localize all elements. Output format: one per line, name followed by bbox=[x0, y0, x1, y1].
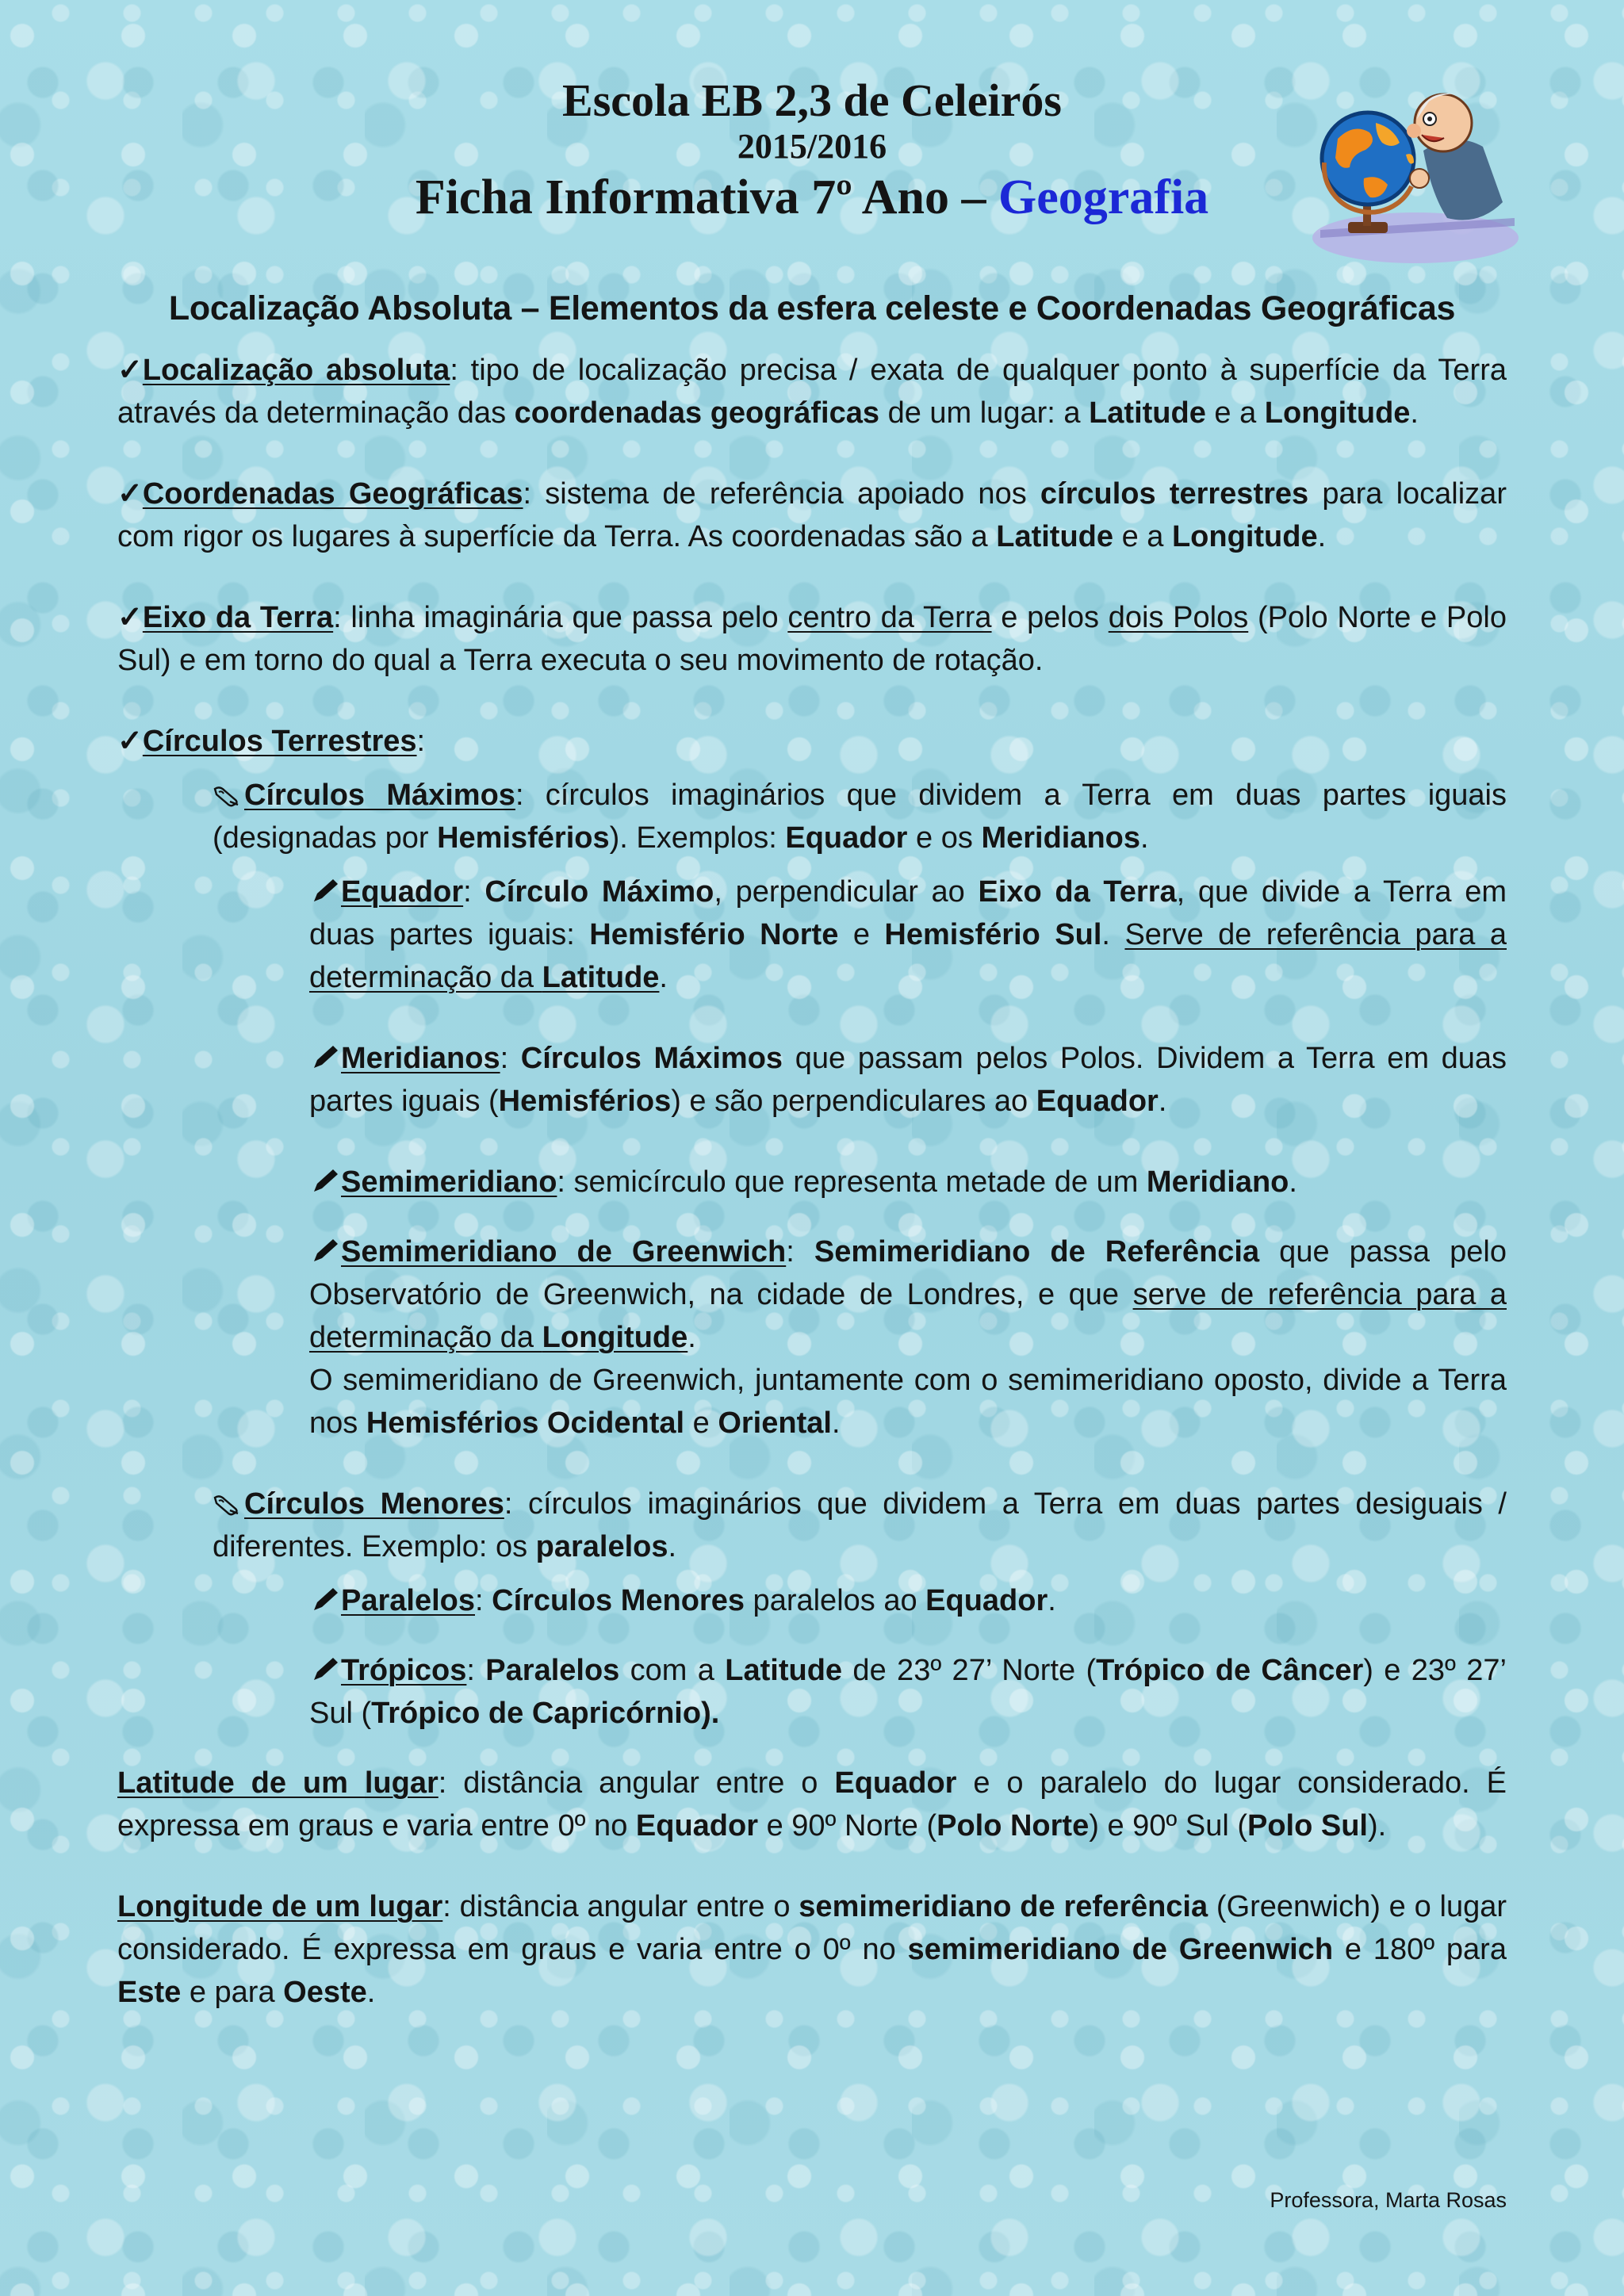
term-semimeridiano: Semimeridiano bbox=[341, 1165, 557, 1199]
writing-hand-icon bbox=[213, 1491, 244, 1517]
paragraph-circulos-terrestres: ✓Círculos Terrestres: bbox=[117, 720, 1507, 763]
pen-icon bbox=[309, 1238, 341, 1265]
term-semimeridiano-greenwich: Semimeridiano de Greenwich bbox=[341, 1235, 787, 1269]
man-with-globe-illustration bbox=[1289, 75, 1519, 274]
paragraph-longitude: Longitude de um lugar: distância angular entre o semimeridiano de referência (Greenwich) e o lugar considerado. É expressa em graus e varia entre o 0º no semimeridiano de Greenwich e 180º para Este e para Oeste. bbox=[117, 1890, 1507, 2009]
subject-name: Geografia bbox=[998, 170, 1209, 224]
term-paralelos: Paralelos bbox=[341, 1584, 475, 1617]
term-meridianos: Meridianos bbox=[341, 1042, 500, 1075]
pen-icon bbox=[309, 1656, 341, 1683]
paragraph-circulos-menores: Círculos Menores: círculos imaginários que dividem a Terra em duas partes desiguais / diferentes. Exemplo: os paralelos. bbox=[213, 1487, 1507, 1563]
pen-icon bbox=[309, 1044, 341, 1071]
school-year: 2015/2016 bbox=[737, 126, 887, 166]
writing-hand-icon bbox=[213, 783, 244, 808]
paragraph-localizacao-absoluta: ✓Localização absoluta: tipo de localização precisa / exata de qualquer ponto à superfície da Terra através da determinação das coordenadas geográficas de um lugar: a Latitude e a Longitude. bbox=[117, 349, 1507, 434]
worksheet-prefix: Ficha Informativa 7º Ano – bbox=[415, 170, 999, 224]
paragraph-tropicos: Trópicos: Paralelos com a Latitude de 23º 27’ Norte (Trópico de Câncer) e 23º 27’ Sul (Trópico de Capricórnio). bbox=[309, 1654, 1507, 1730]
pen-icon bbox=[309, 878, 341, 905]
term-coordenadas-geograficas: Coordenadas Geográficas bbox=[142, 477, 523, 511]
paragraph-semimeridiano: Semimeridiano: semicírculo que representa metade de um Meridiano. bbox=[309, 1161, 1507, 1203]
paragraph-semimeridiano-greenwich: Semimeridiano de Greenwich: Semimeridiano de Referência que passa pelo Observatório de Greenwich, na cidade de Londres, e que serve de referência para a determinação da Longitude. bbox=[309, 1235, 1507, 1354]
term-tropicos: Trópicos bbox=[341, 1654, 467, 1687]
term-equador: Equador bbox=[341, 875, 464, 909]
check-mark-icon: ✓ bbox=[117, 354, 143, 387]
author-footer: Professora, Marta Rosas bbox=[1270, 2188, 1507, 2212]
check-mark-icon: ✓ bbox=[117, 601, 143, 634]
paragraph-equador: Equador: Círculo Máximo, perpendicular ao Eixo da Terra, que divide a Terra em duas partes iguais: Hemisfério Norte e Hemisfério Sul. Serve de referência para a determinação da Latitude. bbox=[309, 875, 1507, 994]
pen-icon bbox=[309, 1168, 341, 1195]
paragraph-greenwich-hemisferios: O semimeridiano de Greenwich, juntamente com o semimeridiano oposto, divide a Terra nos Hemisférios Ocidental e Oriental. bbox=[309, 1364, 1507, 1440]
term-circulos-menores: Círculos Menores bbox=[244, 1487, 504, 1521]
term-circulos-terrestres: Círculos Terrestres bbox=[142, 725, 417, 758]
check-mark-icon: ✓ bbox=[117, 725, 143, 758]
paragraph-coordenadas-geograficas: ✓Coordenadas Geográficas: sistema de referência apoiado nos círculos terrestres para localizar com rigor os lugares à superfície da Terra. As coordenadas são a Latitude e a Longitude. bbox=[117, 473, 1507, 558]
paragraph-circulos-maximos: Círculos Máximos: círculos imaginários que dividem a Terra em duas partes iguais (designadas por Hemisférios). Exemplos: Equador e os Meridianos. bbox=[213, 779, 1507, 855]
term-latitude: Latitude de um lugar bbox=[117, 1766, 439, 1800]
term-localizacao-absoluta: Localização absoluta bbox=[142, 354, 450, 387]
term-circulos-maximos: Círculos Máximos bbox=[244, 779, 515, 812]
paragraph-meridianos: Meridianos: Círculos Máximos que passam pelos Polos. Dividem a Terra em duas partes iguais (Hemisférios) e são perpendiculares ao Equador. bbox=[309, 1042, 1507, 1118]
school-name: Escola EB 2,3 de Celeirós bbox=[562, 75, 1062, 126]
paragraph-eixo-da-terra: ✓Eixo da Terra: linha imaginária que passa pelo centro da Terra e pelos dois Polos (Polo Norte e Polo Sul) e em torno do qual a Terra executa o seu movimento de rotação. bbox=[117, 596, 1507, 682]
term-longitude: Longitude de um lugar bbox=[117, 1890, 443, 1923]
check-mark-icon: ✓ bbox=[117, 477, 143, 511]
page-title: Localização Absoluta – Elementos da esfera celeste e Coordenadas Geográficas bbox=[168, 289, 1456, 327]
paragraph-latitude: Latitude de um lugar: distância angular entre o Equador e o paralelo do lugar considerado. É expressa em graus e varia entre 0º no Equador e 90º Norte (Polo Norte) e 90º Sul (Polo Sul). bbox=[117, 1766, 1507, 1843]
term-eixo-da-terra: Eixo da Terra bbox=[142, 601, 334, 634]
pen-icon bbox=[309, 1586, 341, 1613]
paragraph-paralelos: Paralelos: Círculos Menores paralelos ao Equador. bbox=[309, 1579, 1507, 1622]
document-body bbox=[117, 349, 1507, 2014]
